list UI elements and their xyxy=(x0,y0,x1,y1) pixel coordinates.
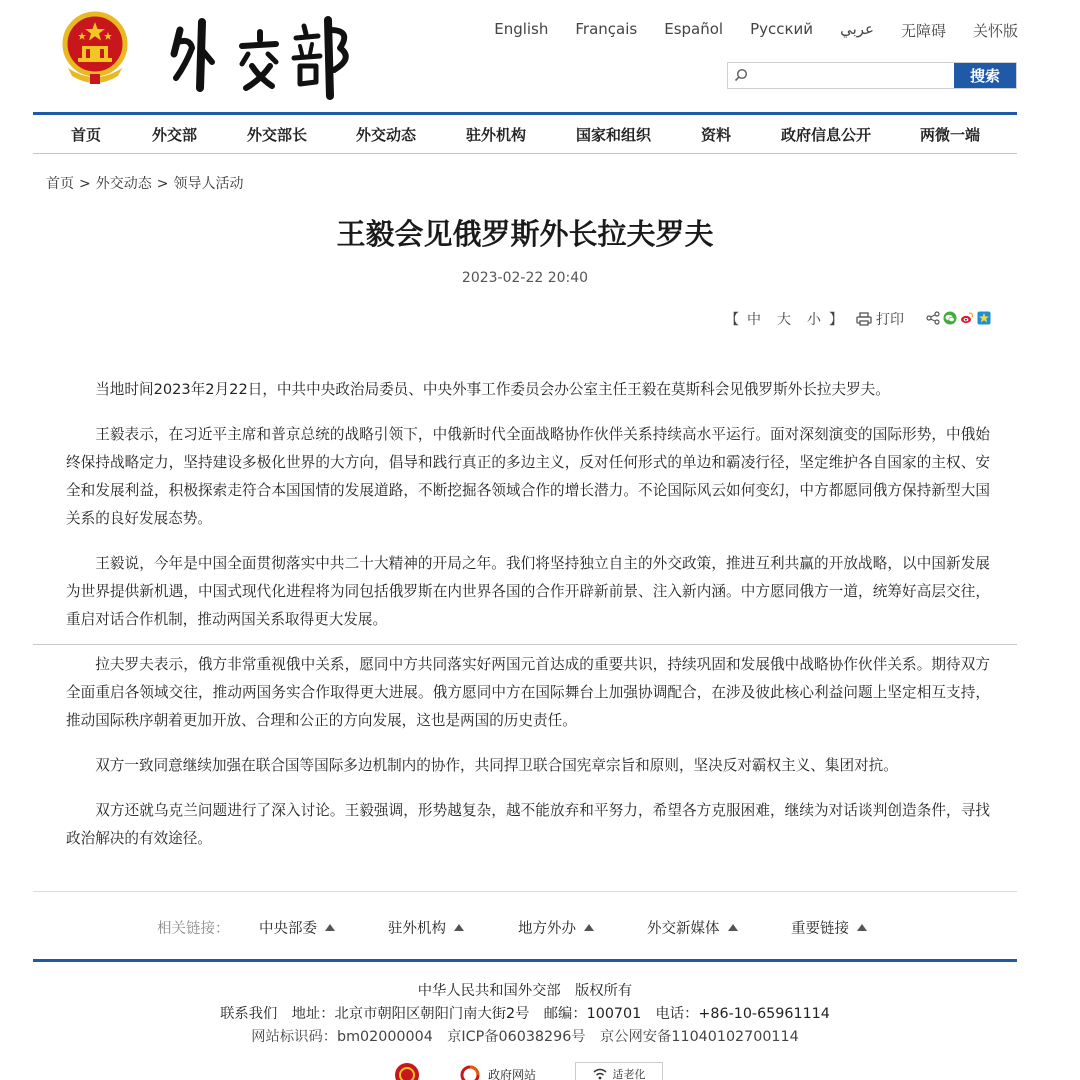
article-paragraph: 当地时间2023年2月22日，中共中央政治局委员、中央外事工作委员会办公室主任王毅在莫斯科会见俄罗斯外长拉夫罗夫。 xyxy=(95,381,890,398)
article-paragraph: 王毅说，今年是中国全面贯彻落实中共二十大精神的开局之年。我们将坚持独立自主的外交政策，推进互利共赢的开放战略，以中国新发展为世界提供新机遇，中国式现代化进程将为同包括俄罗斯在内世界各国的合作开辟新前景、注入新内涵。中方愿同俄方一道，统筹好高层交往，重启对话合作机制，推动两国关系取得更大发展。 xyxy=(66,555,990,628)
language-link-russian[interactable]: Русский xyxy=(750,20,814,38)
related-link-central-ministries[interactable] xyxy=(259,917,335,938)
qzone-icon[interactable] xyxy=(977,311,991,325)
elder-care-mode-link[interactable]: 关怀版 xyxy=(972,22,1018,40)
nav-item-minister[interactable]: 外交部长 xyxy=(247,126,308,144)
caret-up-icon xyxy=(584,924,594,931)
gov-website-badge[interactable] xyxy=(460,1062,560,1080)
language-bar xyxy=(467,20,1018,41)
related-link-label: 驻外机构 xyxy=(388,921,446,937)
language-link-arabic[interactable]: عربي xyxy=(840,20,874,38)
article-title: 王毅会见俄罗斯外长拉夫罗夫 xyxy=(336,217,714,251)
font-size-small-button[interactable]: 小 xyxy=(807,312,821,328)
printer-icon xyxy=(856,312,872,326)
nav-item-ministry[interactable]: 外交部 xyxy=(152,126,198,144)
related-link-important-links[interactable] xyxy=(791,917,867,938)
breadcrumb-home[interactable]: 首页 xyxy=(46,176,74,192)
search-icon xyxy=(734,68,748,82)
font-size-large-button[interactable]: 中 xyxy=(747,312,761,328)
related-link-label: 地方外办 xyxy=(518,921,576,937)
wechat-icon[interactable] xyxy=(943,311,957,325)
party-gov-badge-icon[interactable] xyxy=(390,1062,424,1080)
ministry-calligraphy-logo[interactable] xyxy=(168,8,358,104)
breadcrumb xyxy=(46,173,243,193)
article-paragraph: 双方还就乌克兰问题进行了深入讨论。王毅强调，形势越复杂，越不能放弃和平努力，希望各方克服困难，继续为对话谈判创造条件，寻找政治解决的有效途径。 xyxy=(66,802,990,847)
nav-bottom-rule xyxy=(33,153,1017,154)
related-links-label: 相关链接： xyxy=(157,921,230,937)
site-header xyxy=(0,0,1080,112)
article-paragraph: 王毅表示，在习近平主席和普京总统的战略引领下，中俄新时代全面战略协作伙伴关系持续高水平运行。面对深刻演变的国际形势，中俄始终保持战略定力，坚持建设多极化世界的大方向，倡导和践行真正的多边主义，反对任何形式的单边和霸凌行径，坚定维护各自国家的主权、安全和发展利益，积极探索走符合本国国情的发展道路，不断挖掘各领域合作的增长潜力。不论国际风云如何变幻，中方都愿同俄方保持新型大国关系的良好发展态势。 xyxy=(66,426,990,527)
footer-site-id: 网站标识码：bm02000004 京ICP备06038296号 京公网安备11040102700114 xyxy=(251,1029,799,1045)
breadcrumb-leader-activities[interactable]: 领导人活动 xyxy=(173,176,244,192)
related-link-label: 重要链接 xyxy=(791,921,849,937)
nav-item-resources[interactable]: 资料 xyxy=(701,126,732,144)
related-link-label: 外交新媒体 xyxy=(647,921,720,937)
nav-item-gov-info[interactable]: 政府信息公开 xyxy=(781,126,872,144)
main-nav xyxy=(33,115,1017,153)
language-link-english[interactable]: English xyxy=(494,20,549,38)
font-size-close-bracket: 】 xyxy=(829,312,843,328)
search-input[interactable] xyxy=(728,63,954,88)
search-box xyxy=(727,62,1017,89)
language-link-french[interactable]: Français xyxy=(575,20,638,38)
aging-friendly-label: 适老化 xyxy=(612,1068,646,1080)
article-paragraph: 双方一致同意继续加强在联合国等国际多边机制内的协作，共同捍卫联合国宪章宗旨和原则，坚决反对霸权主义、集团对抗。 xyxy=(95,757,898,774)
caret-up-icon xyxy=(728,924,738,931)
footer-copyright: 中华人民共和国外交部 版权所有 xyxy=(417,983,633,999)
article-date: 2023-02-22 20:40 xyxy=(461,270,589,286)
print-label: 打印 xyxy=(876,312,904,328)
aging-friendly-badge[interactable] xyxy=(575,1062,663,1080)
site-footer xyxy=(0,980,1050,1049)
nav-item-missions[interactable]: 驻外机构 xyxy=(466,126,527,144)
caret-up-icon xyxy=(454,924,464,931)
share-bar xyxy=(926,311,991,325)
related-link-missions[interactable] xyxy=(388,917,464,938)
caret-up-icon xyxy=(325,924,335,931)
related-links-bar xyxy=(0,917,1080,939)
nav-item-diplomatic-news[interactable]: 外交动态 xyxy=(356,126,417,144)
language-link-spanish[interactable]: Español xyxy=(664,20,724,38)
nav-item-countries[interactable]: 国家和组织 xyxy=(576,126,652,144)
search-button[interactable]: 搜索 xyxy=(954,63,1016,88)
caret-up-icon xyxy=(857,924,867,931)
share-icon[interactable] xyxy=(926,311,940,325)
article-tools xyxy=(0,309,1080,331)
accessibility-link[interactable]: 无障碍 xyxy=(900,22,946,40)
nav-item-social-media[interactable]: 两微一端 xyxy=(920,126,981,144)
wifi-icon xyxy=(593,1068,607,1080)
print-button[interactable] xyxy=(856,309,904,329)
related-link-local-offices[interactable] xyxy=(518,917,594,938)
font-size-switcher xyxy=(725,309,843,329)
article-body xyxy=(66,376,990,870)
footer-contact: 联系我们 地址：北京市朝阳区朝阳门南大街2号 邮编：100701 电话：+86-10-65961114 xyxy=(220,1006,830,1022)
breadcrumb-separator: > xyxy=(79,176,91,192)
gov-website-label: 政府网站 xyxy=(488,1067,537,1080)
breadcrumb-separator: > xyxy=(156,176,169,192)
article-paragraph: 拉夫罗夫表示，俄方非常重视俄中关系，愿同中方共同落实好两国元首达成的重要共识，持续巩固和发展俄中战略协作伙伴关系。期待双方全面重启各领域交往，推动两国务实合作取得更大进展。俄方愿同中方在国际舞台上加强协调配合，在涉及彼此核心利益问题上坚定相互支持，推动国际秩序朝着更加开放、合理和公正的方向发展，这也是两国的历史责任。 xyxy=(66,656,990,729)
related-link-label: 中央部委 xyxy=(259,921,317,937)
font-size-medium-button[interactable]: 大 xyxy=(777,312,791,328)
font-size-open-bracket: 【 xyxy=(725,312,739,328)
related-link-new-media[interactable] xyxy=(647,917,738,938)
footer-badges xyxy=(0,1062,1080,1080)
breadcrumb-diplomatic-news[interactable]: 外交动态 xyxy=(95,176,152,192)
national-emblem-icon[interactable] xyxy=(60,8,130,88)
gov-website-icon xyxy=(460,1065,484,1080)
nav-item-home[interactable]: 首页 xyxy=(71,126,102,144)
weibo-icon[interactable] xyxy=(960,311,974,325)
related-links-rule xyxy=(33,891,1017,892)
footer-rule xyxy=(33,959,1017,962)
